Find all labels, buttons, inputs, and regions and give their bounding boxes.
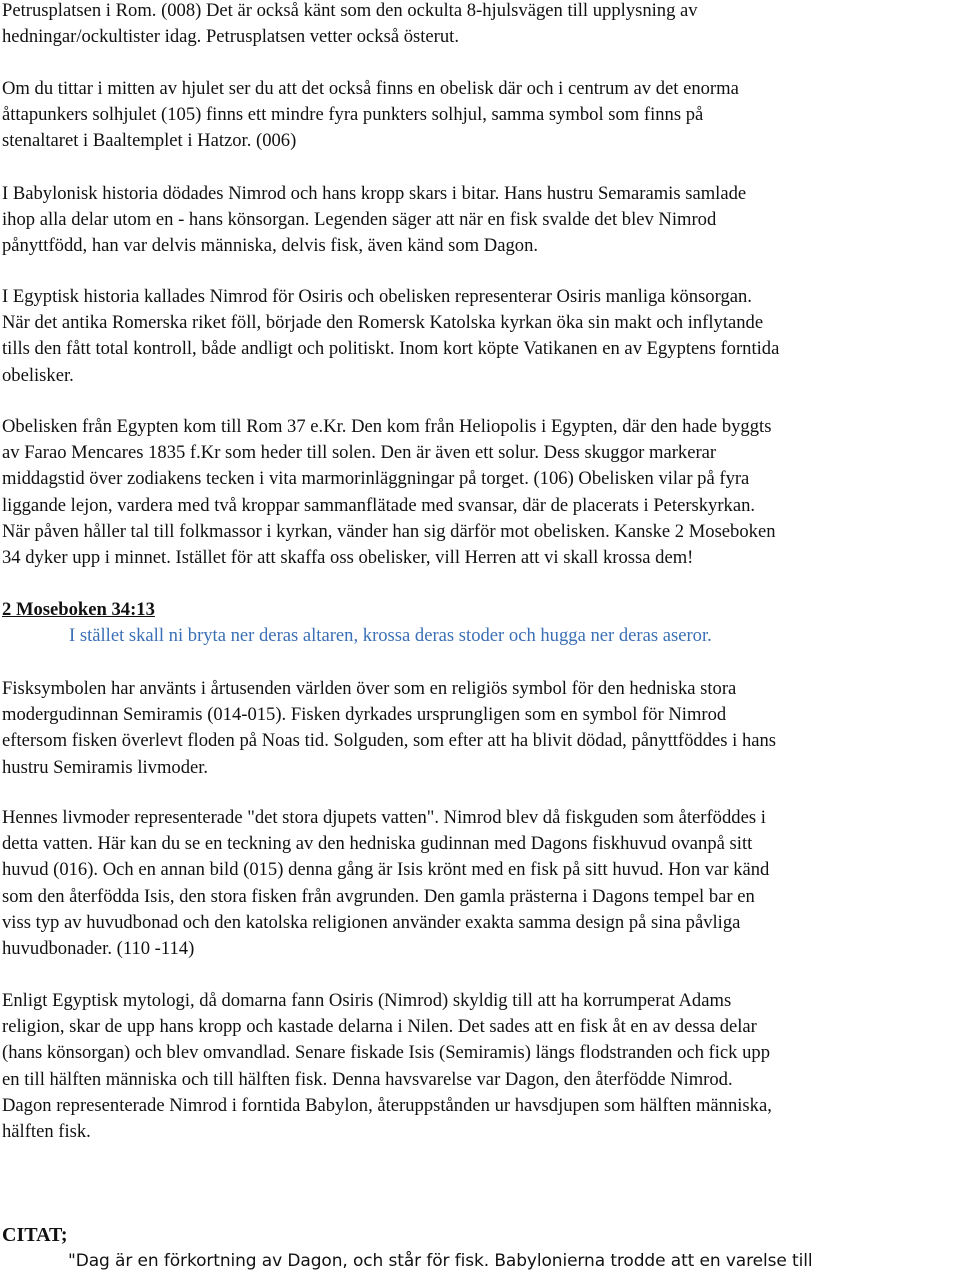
text-line: religion, skar de upp hans kropp och kastade delarna i Nilen. Det sades att en fisk åt en av dessa delar [2,1016,757,1038]
text-line: Petrusplatsen i Rom. (008) Det är också känt som den ockulta 8-hjulsvägen till upplysning av [2,0,698,21]
text-line: I Egyptisk historia kallades Nimrod för Osiris och obelisken representerar Osiris manliga könsorgan. [2,286,752,307]
text-line: Dagon representerade Nimrod i forntida Babylon, återuppstånden ur havsdjupen som hälften människa, [2,1094,772,1116]
text-line: viss typ av huvudbonad och den katolska religionen använder exakta samma design på sina påvliga [2,911,741,933]
text-line: tills den fått total kontroll, både andligt och politiskt. Inom kort köpte Vatikanen en av Egyptens forntida [2,338,780,360]
text-line: middagstid över zodiakens tecken i vita marmorinläggningar på torget. (106) Obelisken vilar på fyra [2,468,750,490]
scripture-title: 2 Moseboken 34:13 [2,599,155,620]
text-line: stenaltaret i Baaltemplet i Hatzor. (006) [2,130,297,152]
scripture-quote: I stället skall ni bryta ner deras altaren, krossa deras stoder och hugga ner deras aseror. [69,625,712,647]
paragraph-egyptisk [2,284,957,389]
paragraph-egyptisk-mytologi [2,988,957,1145]
paragraph-fisksymbolen [2,676,957,781]
text-line: detta vatten. Här kan du se en teckning av den hedniska gudinnan med Dagons fiskhuvud ovanpå sitt [2,833,753,855]
paragraph-babylonisk [2,181,957,260]
text-line: Obelisken från Egypten kom till Rom 37 e.Kr. Den kom från Heliopolis i Egypten, där den hade byggts [2,416,772,437]
text-line: (hans könsorgan) och blev omvandlad. Senare fiskade Isis (Semiramis) längs flodstranden och fick upp [2,1042,771,1064]
citat-text: "Dag är en förkortning av Dagon, och står för fisk. Babylonierna trodde att en varelse till [68,1251,813,1272]
text-line: en till hälften människa och till hälften fisk. Denna havsvarelse var Dagon, den återfödde Nimrod. [2,1068,733,1090]
text-line: liggande lejon, vardera med två kroppar sammanflätade med svansar, där de placerats i Peterskyrkan. [2,494,756,516]
text-line: hustru Semiramis livmoder. [2,756,209,778]
citat-section [2,1222,957,1274]
text-line: hälften fisk. [2,1121,91,1143]
text-line: pånyttfödd, han var delvis människa, delvis fisk, även känd som Dagon. [2,235,539,257]
text-line: När det antika Romerska riket föll, började den Romersk Katolska kyrkan öka sin makt och inflytande [2,312,764,334]
text-line: åttapunkers solhjulet (105) finns ett mindre fyra punkters solhjul, samma symbol som finns på [2,104,704,126]
text-line: 34 dyker upp i minnet. Istället för att skaffa oss obelisker, vill Herren att vi skall krossa dem! [2,547,694,569]
text-line: modergudinnan Semiramis (014-015). Fisken dyrkades ursprungligen som en symbol för Nimrod [2,704,727,726]
text-line: hedningar/ockultister idag. Petrusplatsen vetter också österut. [2,26,459,48]
scripture-reference [2,597,957,649]
text-line: I Babylonisk historia dödades Nimrod och hans kropp skars i bitar. Hans hustru Semaramis samlade [2,183,747,204]
paragraph-petrusplatsen [2,0,957,50]
text-line: huvudbonader. (110 -114) [2,938,195,960]
text-line: obelisker. [2,364,74,386]
text-line: Fisksymbolen har använts i årtusenden världen över som en religiös symbol för den hedniska stora [2,678,737,699]
text-line: av Farao Mencares 1835 f.Kr som heder till solen. Den är även ett solur. Dess skuggor markerar [2,442,717,464]
paragraph-solhjul [2,76,957,155]
text-line: Hennes livmoder representerade "det stora djupets vatten". Nimrod blev då fiskguden som återföddes i [2,807,766,828]
text-line: Om du tittar i mitten av hjulet ser du att det också finns en obelisk där och i centrum av det enorma [2,78,739,99]
text-line: som den återfödda Isis, den stora fisken från avgrunden. Den gamla prästerna i Dagons tempel bar en [2,885,755,907]
text-line: När påven håller tal till folkmassor i kyrkan, vänder han sig därför mot obelisken. Kanske 2 Moseboken [2,520,776,542]
text-line: ihop alla delar utom en - hans könsorgan. Legenden säger att när en fisk svalde det blev Nimrod [2,209,717,231]
text-line: eftersom fisken överlevt floden på Noas tid. Solguden, som efter att ha blivit dödad, pånyttföddes i hans [2,730,777,752]
text-line: Enligt Egyptisk mytologi, då domarna fann Osiris (Nimrod) skyldig till att ha korrumperat Adams [2,990,732,1011]
paragraph-obelisken [2,414,957,571]
text-line: huvud (016). Och en annan bild (015) denna gång är Isis krönt med en fisk på sitt huvud. Hon var känd [2,859,770,881]
citat-title: CITAT; [2,1224,68,1246]
paragraph-livmoder [2,805,957,962]
